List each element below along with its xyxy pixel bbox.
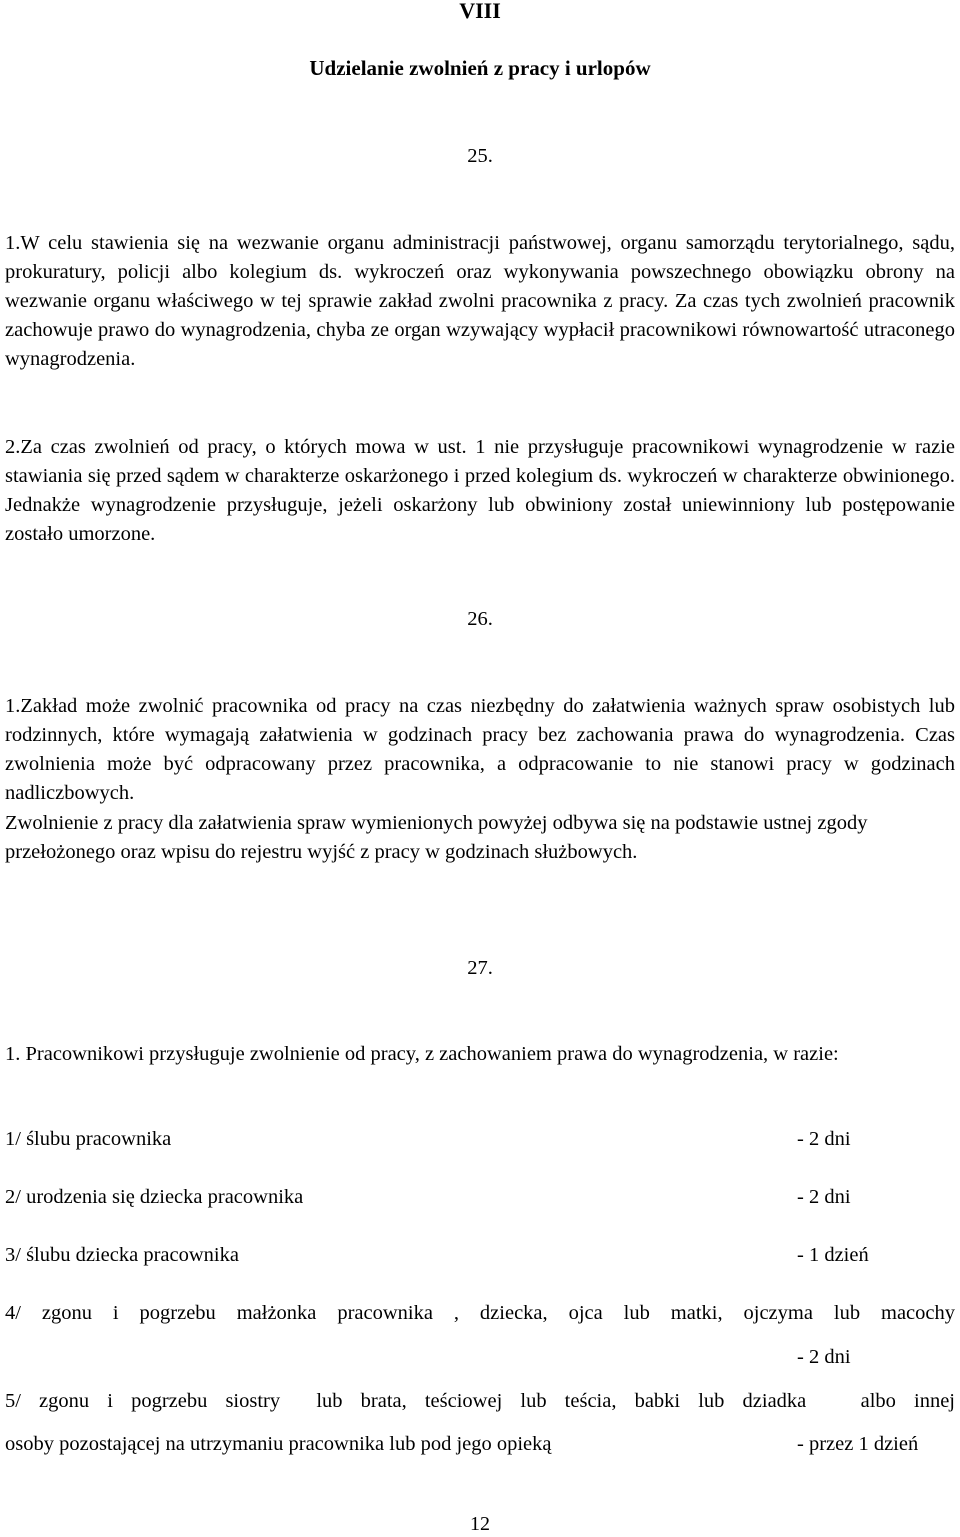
list-item-1-value: - 2 dni — [797, 1128, 851, 1150]
list-item-3-text: 3/ ślubu dziecka pracownika — [5, 1244, 239, 1266]
section-27-intro: 1. Pracownikowi przysługuje zwolnienie od pracy, z zachowaniem prawa do wynagrodzenia, w razie: — [5, 1043, 839, 1065]
list-item-2 — [5, 1186, 940, 1216]
list-item-1-text: 1/ ślubu pracownika — [5, 1128, 172, 1150]
list-item-3-value: - 1 dzień — [797, 1244, 869, 1266]
page-number: 12 — [470, 1513, 490, 1535]
list-item-5-line-2: osoby pozostającej na utrzymaniu pracownika lub pod jego opieką — [5, 1433, 552, 1455]
list-item-1 — [5, 1128, 940, 1158]
section-25-paragraph-2: 2.Za czas zwolnień od pracy, o których mowa w ust. 1 nie przysługuje pracownikowi wynagrodzenie w razie stawiania się przed sądem w charakterze oskarżonego i przed kolegium ds. wykroczeń w charakterze obwinionego. Jednakże wynagrodzenie przysługuje, jeżeli oskarżony lub obwiniony został uniewinniony lub postępowanie zostało umorzone. — [5, 436, 955, 545]
list-item-4-text: 4/ zgonu i pogrzebu małżonka pracownika , dziecka, ojca lub matki, ojczyma lub macochy — [5, 1302, 955, 1324]
chapter-title: Udzielanie zwolnień z pracy i urlopów — [309, 56, 651, 80]
section-25-paragraph-1: 1.W celu stawienia się na wezwanie organu administracji państwowej, organu samorządu terytorialnego, sądu, prokuratury, policji albo kolegium ds. wykroczeń oraz wykonywania powszechnego obowiązku obrony na wezwanie organu właściwego w tej sprawie zakład zwolni pracownika z pracy. Za czas tych zwolnień pracownik zachowuje prawo do wynagrodzenia, chyba ze organ wzywający wypłacił pracownikowi równowartość utraconego wynagrodzenia. — [5, 232, 955, 370]
list-item-2-value: - 2 dni — [797, 1186, 851, 1208]
section-27-heading: 27. — [467, 957, 493, 979]
section-25-heading: 25. — [467, 145, 493, 167]
list-item-3 — [5, 1244, 940, 1274]
list-item-5-line-1: 5/ zgonu i pogrzebu siostry lub brata, teściowej lub teścia, babki lub dziadka albo innej — [5, 1390, 955, 1412]
list-item-4-value: - 2 dni — [797, 1346, 851, 1368]
list-item-5-value: - przez 1 dzień — [797, 1433, 919, 1455]
section-26-paragraph-2: Zwolnienie z pracy dla załatwienia spraw wymienionych powyżej odbywa się na podstawie ustnej zgody przełożonego oraz wpisu do rejestru wyjść z pracy w godzinach służbowych. — [5, 812, 868, 863]
section-26-paragraph-1: 1.Zakład może zwolnić pracownika od pracy na czas niezbędny do załatwienia ważnych spraw osobistych lub rodzinnych, które wymagają załatwienia w godzinach pracy bez zachowania prawa do wynagrodzenia. Czas zwolnienia może być odpracowany przez pracownika, a odpracowanie to nie stanowi pracy w godzinach nadliczbowych. — [5, 695, 955, 804]
chapter-number: VIII — [459, 0, 501, 23]
section-26-heading: 26. — [467, 608, 493, 630]
list-item-2-text: 2/ urodzenia się dziecka pracownika — [5, 1186, 304, 1208]
